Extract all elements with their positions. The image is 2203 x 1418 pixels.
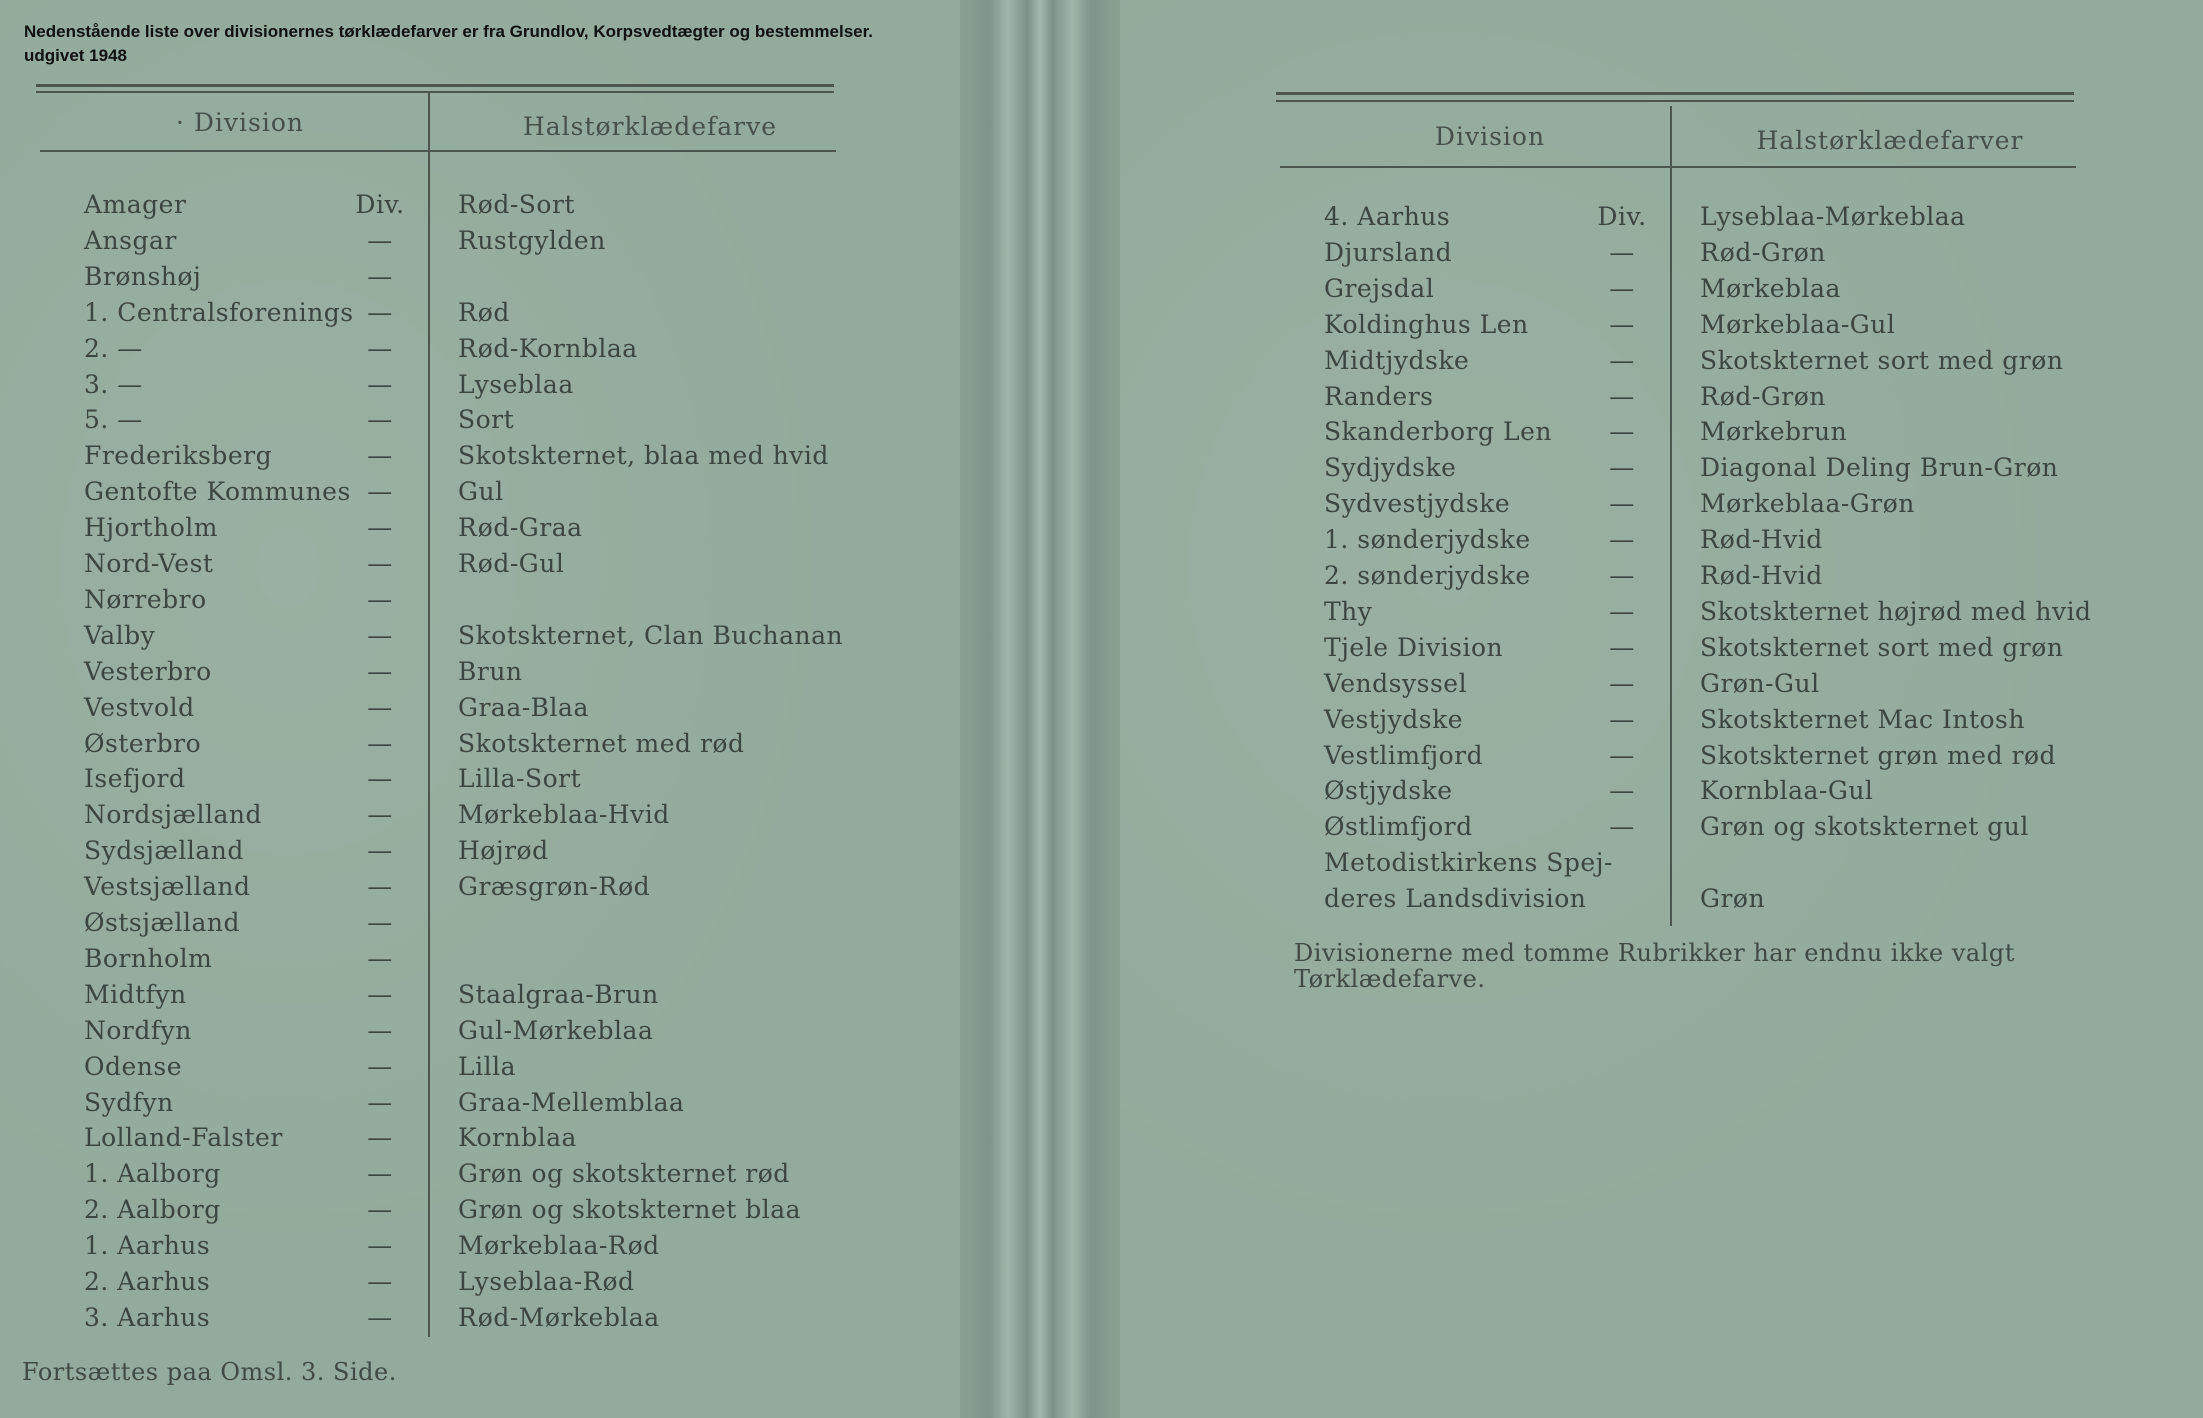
left-row-division-name: Bornholm	[84, 943, 213, 973]
right-row-scarf-color: Mørkeblaa-Grøn	[1700, 489, 1915, 519]
left-row-div-mark: —	[367, 261, 393, 291]
right-row-scarf-color: Rød-Grøn	[1700, 237, 1826, 267]
right-row-div-mark: —	[1609, 417, 1635, 447]
left-row-division-name: 3. Aarhus	[84, 1302, 211, 1332]
left-row-division-name: 1. Aarhus	[84, 1231, 211, 1261]
right-row-division-name: Skanderborg Len	[1324, 417, 1552, 447]
left-row-div-mark: —	[367, 1087, 393, 1117]
booklet-spine	[960, 0, 1120, 1418]
right-row-scarf-color: Grøn	[1700, 884, 1766, 914]
right-header-color: Halstørklædefarver	[1756, 126, 2024, 155]
left-row-scarf-color: Staalgraa-Brun	[458, 979, 659, 1009]
left-row-scarf-color: Graa-Blaa	[458, 692, 589, 722]
left-row-division-name: 2. —	[84, 333, 143, 363]
top-note-line1: Nedenstående liste over divisionernes tørklædefarver er fra Grundlov, Korpsvedtægter og bestemmelser.	[24, 22, 874, 41]
left-row-scarf-color: Skotskternet, Clan Buchanan	[458, 620, 844, 650]
left-row-division-name: Valby	[84, 620, 156, 650]
right-row-scarf-color: Lyseblaa-Mørkeblaa	[1700, 202, 1966, 231]
left-row-scarf-color: Græsgrøn-Rød	[458, 872, 651, 902]
left-row-division-name: Gentofte Kommunes	[84, 477, 351, 507]
left-row-division-name: 2. Aarhus	[84, 1267, 211, 1296]
right-row-div-mark: —	[1609, 525, 1635, 555]
left-column-divider	[428, 92, 430, 1337]
left-row-division-name: 2. Aalborg	[84, 1195, 221, 1225]
left-row-division-name: 3. —	[84, 369, 143, 399]
left-top-rule-2	[36, 91, 834, 93]
left-row-div-mark: —	[367, 477, 393, 507]
right-row-div-mark: —	[1609, 596, 1635, 626]
right-row-scarf-color: Mørkeblaa-Gul	[1700, 309, 1896, 339]
left-row-division-name: Frederiksberg	[84, 441, 273, 471]
right-row-division-name: Grejsdal	[1324, 273, 1435, 303]
right-row-division-name: Vestjydske	[1324, 704, 1464, 734]
left-row-scarf-color: Højrød	[458, 836, 549, 866]
left-row-division-name: 1. Aalborg	[84, 1159, 221, 1189]
right-row-division-name: Østjydske	[1324, 776, 1453, 806]
left-row-scarf-color: Brun	[458, 656, 523, 686]
left-row-scarf-color: Skotskternet med rød	[458, 728, 745, 758]
right-row-scarf-color: Mørkebrun	[1700, 417, 1848, 447]
left-row-div-mark: —	[367, 1195, 393, 1225]
left-row-division-name: Midtfyn	[84, 979, 187, 1009]
left-row-scarf-color: Rød-Sort	[458, 190, 575, 219]
left-row-division-name: Østsjælland	[84, 908, 240, 937]
left-row-div-mark: —	[367, 1123, 393, 1153]
left-row-div-mark: —	[367, 656, 393, 686]
right-row-scarf-color: Mørkeblaa	[1700, 273, 1841, 303]
right-row-div-mark: —	[1609, 309, 1635, 339]
left-header-color: Halstørklædefarve	[522, 112, 778, 141]
left-row-division-name: Vesterbro	[84, 656, 212, 686]
left-row-div-mark: —	[367, 1267, 393, 1296]
left-row-div-mark: —	[367, 369, 393, 399]
left-row-div-mark: —	[367, 1015, 393, 1045]
left-row-division-name: Amager	[84, 190, 187, 219]
left-row-division-name: Odense	[84, 1051, 183, 1081]
left-row-division-name: Nørrebro	[84, 584, 207, 614]
left-row-division-name: Ansgar	[84, 225, 177, 255]
right-header-rule	[1280, 166, 2076, 168]
left-row-division-name: Lolland-Falster	[84, 1123, 283, 1153]
left-row-division-name: Isefjord	[84, 764, 186, 794]
right-row-division-name: Tjele Division	[1324, 632, 1504, 662]
left-row-division-name: 5. —	[84, 405, 143, 435]
right-column-divider	[1670, 106, 1672, 926]
left-row-division-name: Hjortholm	[84, 513, 218, 543]
right-row-div-mark: —	[1609, 740, 1635, 770]
left-row-div-mark: —	[367, 908, 393, 937]
left-row-scarf-color: Rød-Mørkeblaa	[458, 1302, 660, 1332]
right-row-div-mark: —	[1609, 812, 1635, 842]
right-row-division-name: deres Landsdivision	[1324, 884, 1587, 914]
right-row-division-name: Randers	[1324, 381, 1434, 411]
right-row-division-name: Østlimfjord	[1324, 812, 1473, 842]
top-note	[24, 20, 924, 68]
right-top-rule	[1276, 92, 2074, 95]
right-row-scarf-color: Skotskternet højrød med hvid	[1700, 596, 2092, 626]
right-row-scarf-color: Diagonal Deling Brun-Grøn	[1700, 453, 2059, 483]
right-row-scarf-color: Skotskternet sort med grøn	[1700, 632, 2064, 662]
left-row-div-mark: —	[367, 549, 393, 578]
left-row-div-mark: —	[367, 979, 393, 1009]
right-row-division-name: 1. sønderjydske	[1324, 525, 1531, 555]
right-row-div-mark: —	[1609, 237, 1635, 267]
right-row-division-name: Koldinghus Len	[1324, 309, 1529, 339]
right-note: Divisionerne med tomme Rubrikker har endnu ikke valgt Tørklædefarve.	[1294, 939, 2015, 993]
right-row-div-mark: —	[1609, 668, 1635, 698]
top-note-line2: udgivet 1948	[24, 46, 127, 65]
left-row-scarf-color: Graa-Mellemblaa	[458, 1087, 685, 1117]
left-row-division-name: Nord-Vest	[84, 549, 214, 578]
right-row-division-name: Sydvestjydske	[1324, 489, 1511, 519]
left-row-div-mark: —	[367, 872, 393, 902]
right-row-div-mark: —	[1609, 776, 1635, 806]
left-row-division-name: Sydsjælland	[84, 836, 244, 866]
left-row-div-mark: —	[367, 620, 393, 650]
right-row-div-mark: —	[1609, 381, 1635, 411]
right-row-division-name: Vendsyssel	[1324, 668, 1468, 698]
left-row-div-mark: —	[367, 1159, 393, 1189]
left-row-div-mark: —	[367, 1051, 393, 1081]
left-row-division-name: Nordfyn	[84, 1015, 192, 1045]
right-row-division-name: 4. Aarhus	[1324, 202, 1451, 231]
left-row-div-mark: —	[367, 297, 393, 327]
right-top-rule-2	[1276, 100, 2074, 102]
left-row-div-mark: —	[367, 728, 393, 758]
left-row-division-name: Sydfyn	[84, 1087, 174, 1117]
right-row-div-mark: —	[1609, 273, 1635, 303]
left-header-division: · Division	[175, 108, 305, 137]
left-row-scarf-color: Grøn og skotskternet blaa	[458, 1195, 802, 1225]
left-row-div-mark: —	[367, 225, 393, 255]
left-row-division-name: 1. Centralsforenings	[84, 297, 354, 327]
left-row-scarf-color: Sort	[458, 405, 515, 435]
left-row-division-name: Brønshøj	[84, 261, 202, 291]
left-row-div-mark: —	[367, 333, 393, 363]
left-row-scarf-color: Gul	[458, 477, 504, 507]
left-row-scarf-color: Lyseblaa	[458, 369, 574, 399]
left-header-rule	[40, 150, 836, 152]
right-row-division-name: Metodistkirkens Spej-	[1324, 848, 1613, 878]
right-row-scarf-color: Skotskternet sort med grøn	[1700, 345, 2064, 375]
left-row-scarf-color: Rød	[458, 297, 510, 327]
right-row-scarf-color: Skotskternet grøn med rød	[1700, 740, 2057, 770]
left-row-division-name: Østerbro	[84, 728, 202, 758]
right-row-scarf-color: Grøn og skotskternet gul	[1700, 812, 2029, 842]
right-row-div-mark: Div.	[1597, 202, 1647, 231]
left-row-division-name: Nordsjælland	[84, 800, 262, 830]
right-row-div-mark: —	[1609, 561, 1635, 590]
left-row-scarf-color: Lilla-Sort	[458, 764, 582, 794]
right-row-scarf-color: Rød-Hvid	[1700, 525, 1823, 555]
right-row-division-name: 2. sønderjydske	[1324, 561, 1531, 590]
left-row-scarf-color: Rød-Kornblaa	[458, 333, 638, 363]
right-row-division-name: Sydjydske	[1324, 453, 1457, 483]
left-row-div-mark: —	[367, 1302, 393, 1332]
left-row-div-mark: —	[367, 943, 393, 973]
left-top-rule	[36, 84, 834, 87]
left-row-scarf-color: Gul-Mørkeblaa	[458, 1015, 654, 1045]
left-row-scarf-color: Lyseblaa-Rød	[458, 1267, 635, 1296]
left-row-div-mark: —	[367, 1231, 393, 1261]
right-row-div-mark: —	[1609, 453, 1635, 483]
left-row-scarf-color: Grøn og skotskternet rød	[458, 1159, 790, 1189]
right-row-div-mark: —	[1609, 489, 1635, 519]
left-row-scarf-color: Rød-Gul	[458, 549, 565, 578]
left-row-div-mark: —	[367, 764, 393, 794]
left-row-div-mark: —	[367, 441, 393, 471]
left-row-scarf-color: Rød-Graa	[458, 513, 583, 543]
right-page	[1120, 0, 2203, 1418]
left-row-scarf-color: Skotskternet, blaa med hvid	[458, 441, 829, 471]
right-row-scarf-color: Rød-Hvid	[1700, 561, 1823, 590]
right-header-division: Division	[1434, 122, 1546, 151]
right-row-scarf-color: Grøn-Gul	[1700, 668, 1820, 698]
left-row-scarf-color: Mørkeblaa-Rød	[458, 1231, 660, 1261]
left-row-div-mark: —	[367, 692, 393, 722]
right-row-scarf-color: Skotskternet Mac Intosh	[1700, 704, 2025, 734]
left-row-division-name: Vestsjælland	[84, 872, 251, 902]
right-row-scarf-color: Rød-Grøn	[1700, 381, 1826, 411]
right-row-div-mark: —	[1609, 632, 1635, 662]
left-row-div-mark: —	[367, 405, 393, 435]
left-row-scarf-color: Lilla	[458, 1051, 516, 1081]
right-row-division-name: Midtjydske	[1324, 345, 1470, 375]
right-row-division-name: Djursland	[1324, 237, 1453, 267]
left-row-scarf-color: Kornblaa	[458, 1123, 577, 1153]
left-row-div-mark: Div.	[355, 190, 405, 219]
left-row-div-mark: —	[367, 800, 393, 830]
right-row-div-mark: —	[1609, 345, 1635, 375]
left-row-scarf-color: Mørkeblaa-Hvid	[458, 800, 670, 830]
left-row-div-mark: —	[367, 584, 393, 614]
left-footer: Fortsættes paa Omsl. 3. Side.	[22, 1358, 397, 1386]
left-row-scarf-color: Rustgylden	[458, 225, 606, 255]
left-row-div-mark: —	[367, 513, 393, 543]
right-row-division-name: Vestlimfjord	[1324, 740, 1484, 770]
right-row-scarf-color: Kornblaa-Gul	[1700, 776, 1874, 806]
right-row-division-name: Thy	[1324, 596, 1373, 626]
right-row-div-mark: —	[1609, 704, 1635, 734]
left-row-division-name: Vestvold	[84, 692, 195, 722]
left-row-div-mark: —	[367, 836, 393, 866]
